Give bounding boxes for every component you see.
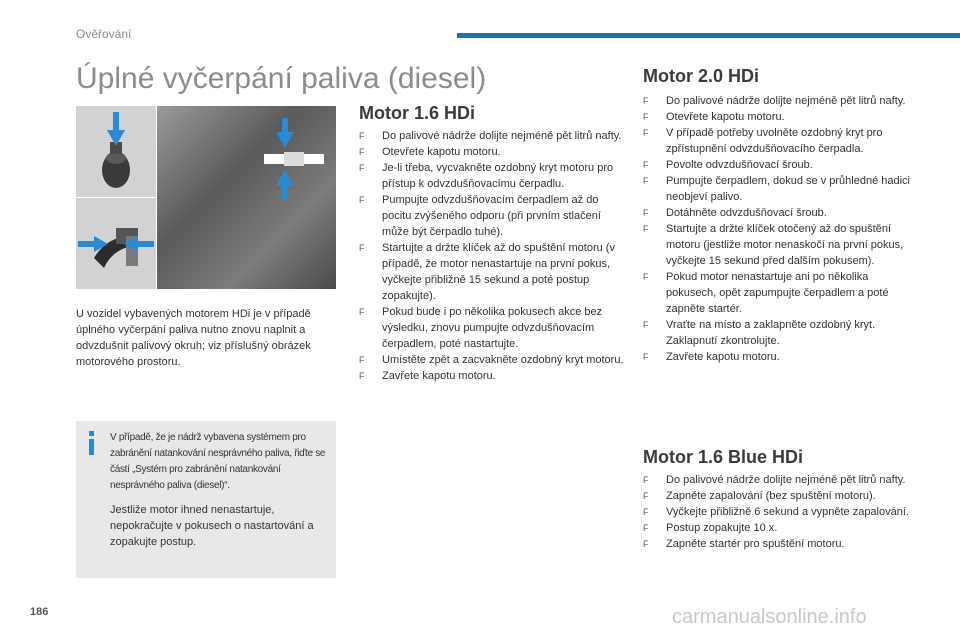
step-item: [359, 144, 629, 160]
step-item: [359, 240, 629, 304]
bullet-marker: F: [359, 131, 365, 141]
bullet-marker: F: [359, 195, 365, 205]
header-accent-bar: [457, 33, 960, 38]
bullet-marker: F: [359, 147, 365, 157]
steps-motor-16-hdi: [359, 128, 629, 384]
watermark: carmanualsonline.info: [672, 606, 867, 628]
step-item: [359, 192, 629, 240]
bullet-marker: F: [643, 224, 649, 234]
step-text: Do palivové nádrže dolijte nejméně pět litrů nafty.: [666, 95, 906, 107]
bullet-marker: F: [643, 128, 649, 138]
bullet-marker: F: [359, 163, 365, 173]
step-text: Zapněte startér pro spuštění motoru.: [666, 538, 845, 550]
bullet-marker: F: [643, 475, 649, 485]
bullet-marker: F: [643, 112, 649, 122]
arrow-left-icon: [124, 236, 154, 252]
intro-paragraph: U vozidel vybavených motorem HDi je v případě úplného vyčerpání paliva nutno znovu naplnit a odvzdušnit palivový okruh; viz příslušný obrázek motorového prostoru.: [76, 308, 311, 368]
arrow-down-icon: [107, 112, 125, 146]
step-text: Pokud bude i po několika pokusech akce bez výsledku, znovu pumpujte odvzdušňovacím čerpadlem, poté nastartujte.: [382, 306, 603, 350]
step-item: [643, 536, 918, 552]
step-item: [643, 317, 918, 349]
step-item: [359, 160, 629, 192]
step-text: Do palivové nádrže dolijte nejméně pět litrů nafty.: [382, 130, 622, 142]
step-item: [359, 352, 629, 368]
note-paragraph-misfuel: V případě, že je nádrž vybavena systémem pro zabránění natankování nesprávného paliva, řiďte se částí „Systém pro zabránění natankování nesprávného paliva (diesel)“.: [110, 432, 326, 491]
step-item: [359, 304, 629, 352]
step-text: Postup zopakujte 10 x.: [666, 522, 778, 534]
bullet-marker: F: [643, 320, 649, 330]
step-text: Zavřete kapotu motoru.: [382, 370, 496, 382]
arrow-right-icon: [78, 236, 108, 252]
bullet-marker: F: [643, 491, 649, 501]
bullet-marker: F: [643, 208, 649, 218]
step-item: [643, 504, 918, 520]
step-text: Zapněte zapalování (bez spuštění motoru).: [666, 490, 876, 502]
step-item: [643, 205, 918, 221]
step-text: Pokud motor nenastartuje ani po několika pokusech, opět zapumpujte čerpadlem a poté zapněte startér.: [666, 271, 889, 315]
step-item: [359, 368, 629, 384]
engine-photo: [76, 106, 336, 289]
step-text: Pumpujte odvzdušňovacím čerpadlem až do pocitu zvýšeného odporu (při prvním stlačení může být čerpadlo tuhé).: [382, 194, 601, 238]
bullet-marker: F: [359, 243, 365, 253]
bullet-marker: F: [359, 307, 365, 317]
step-text: Startujte a držte klíček až do spuštění motoru (v případě, že motor nenastartuje na první pokus, vyčkejte přibližně 15 sekund a poté postup zopakujte).: [382, 242, 615, 302]
step-text: Vyčkejte přibližně 6 sekund a vypněte zapalování.: [666, 506, 909, 518]
note-paragraph-retry: Jestliže motor ihned nenastartuje, nepokračujte v pokusech o nastartování a zopakujte postup.: [110, 504, 314, 548]
bullet-marker: F: [643, 352, 649, 362]
step-text: Startujte a držte klíček otočený až do spuštění motoru (jestliže motor nenaskočí na první pokus, vyčkejte 15 sekund před dalším pokusem).: [666, 223, 904, 267]
page-title: Úplné vyčerpání paliva (diesel): [76, 62, 487, 95]
steps-motor-16-blue-hdi: [643, 472, 918, 552]
arrow-up-icon: [276, 170, 294, 200]
bullet-marker: F: [643, 272, 649, 282]
step-text: Otevřete kapotu motoru.: [666, 111, 785, 123]
step-text: Pumpujte čerpadlem, dokud se v průhledné hadici neobjeví palivo.: [666, 175, 910, 203]
bullet-marker: F: [643, 523, 649, 533]
step-item: [643, 157, 918, 173]
step-text: Je-li třeba, vycvakněte ozdobný kryt motoru pro přístup k odvzdušňovacímu čerpadlu.: [382, 162, 614, 190]
step-item: [643, 520, 918, 536]
section-label: Ověřování: [76, 27, 132, 41]
step-item: [643, 173, 918, 205]
step-text: Zavřete kapotu motoru.: [666, 351, 780, 363]
hose-clamp-illustration: [264, 146, 324, 172]
bullet-marker: F: [359, 371, 365, 381]
heading-motor-16-blue-hdi: Motor 1.6 Blue HDi: [643, 447, 804, 467]
heading-motor-20-hdi: Motor 2.0 HDi: [643, 66, 760, 86]
info-note-box: [76, 421, 336, 578]
step-item: [643, 349, 918, 365]
bullet-marker: F: [643, 96, 649, 106]
step-text: Otevřete kapotu motoru.: [382, 146, 501, 158]
page-number: 186: [30, 606, 49, 618]
bullet-marker: F: [643, 539, 649, 549]
step-text: Umístěte zpět a zacvakněte ozdobný kryt motoru.: [382, 354, 624, 366]
step-item: [643, 109, 918, 125]
arrow-down-icon: [276, 118, 294, 148]
step-item: [643, 488, 918, 504]
bullet-marker: F: [643, 176, 649, 186]
engine-bay-image: [156, 106, 336, 289]
step-item: [643, 221, 918, 269]
bullet-marker: F: [643, 160, 649, 170]
step-item: [359, 128, 629, 144]
bullet-marker: F: [643, 507, 649, 517]
step-item: [643, 269, 918, 317]
step-item: [643, 125, 918, 157]
step-item: [643, 472, 918, 488]
bullet-marker: F: [359, 355, 365, 365]
step-text: Povolte odvzdušňovací šroub.: [666, 159, 813, 171]
step-text: Dotáhněte odvzdušňovací šroub.: [666, 207, 827, 219]
heading-motor-16-hdi: Motor 1.6 HDi: [359, 103, 476, 123]
steps-motor-20-hdi: [643, 93, 918, 365]
step-text: Do palivové nádrže dolijte nejméně pět litrů nafty.: [666, 474, 906, 486]
info-icon: [87, 431, 97, 455]
step-text: Vraťte na místo a zaklapněte ozdobný kryt. Zaklapnutí zkontrolujte.: [666, 319, 876, 347]
step-item: [643, 93, 918, 109]
step-text: V případě potřeby uvolněte ozdobný kryt pro zpřístupnění odvzdušňovacího čerpadla.: [666, 127, 883, 155]
